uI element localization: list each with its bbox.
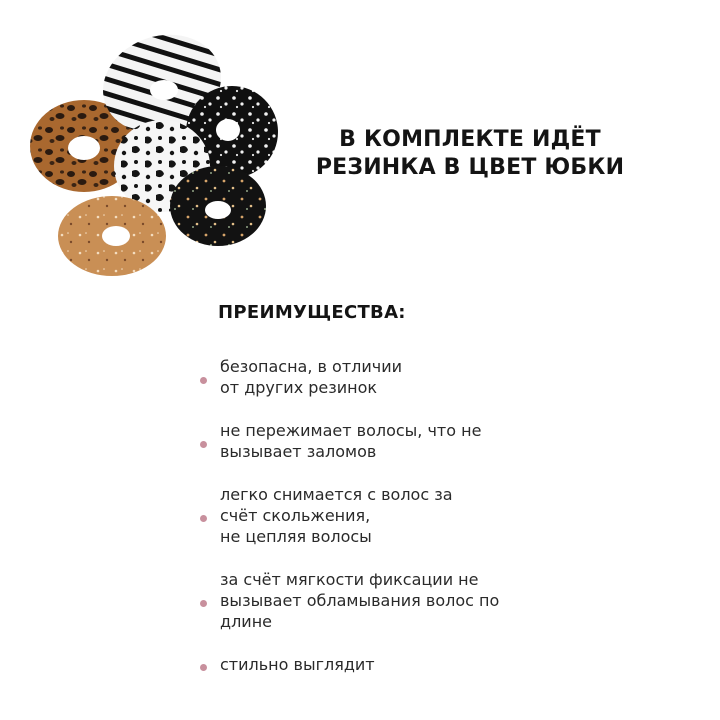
bullet-dot-icon <box>200 664 207 671</box>
benefit-text: за счёт мягкости фиксации не вызывает обламывания волос по длине <box>220 570 500 631</box>
benefit-text: стильно выглядит <box>220 655 375 674</box>
benefit-text: не пережимает волосы, что не вызывает заломов <box>220 421 482 461</box>
benefit-text: безопасна, в отличии от других резинок <box>220 357 403 397</box>
scrunchie-black-floral <box>170 166 266 246</box>
headline-line-1: В КОМПЛЕКТЕ ИДЁТ <box>339 127 601 152</box>
bullet-dot-icon <box>200 600 207 607</box>
benefits-title: ПРЕИМУЩЕСТВА: <box>218 302 406 323</box>
bullet-dot-icon <box>200 515 207 522</box>
headline-line-2: РЕЗИНКА В ЦВЕТ ЮБКИ <box>315 155 625 180</box>
list-item <box>200 420 660 462</box>
list-item <box>200 356 660 398</box>
bullet-dot-icon <box>200 441 207 448</box>
benefits-list <box>200 356 660 697</box>
headline <box>300 126 640 182</box>
list-item <box>200 484 660 547</box>
scrunchie-tan-floral <box>58 196 166 276</box>
list-item <box>200 569 660 632</box>
bullet-dot-icon <box>200 377 207 384</box>
list-item <box>200 654 660 675</box>
benefit-text: легко снимается с волос за счёт скольжения, не цепляя волосы <box>220 485 453 546</box>
scrunchies-photo <box>22 14 292 284</box>
